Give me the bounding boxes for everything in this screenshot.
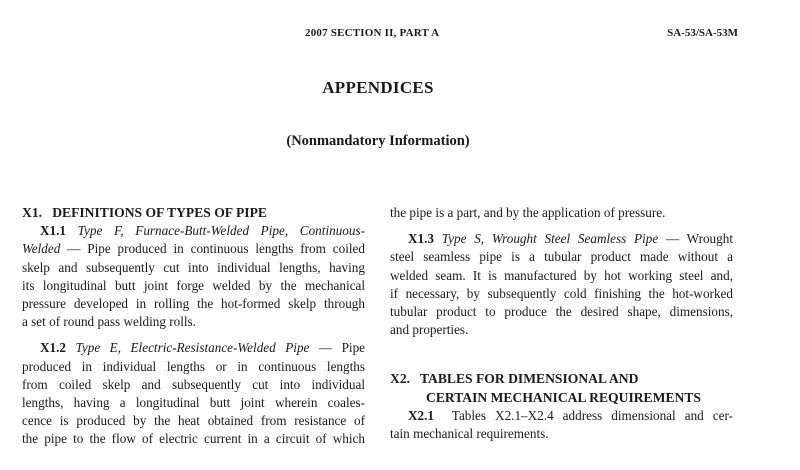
paragraph-line: X1.3 Type S, Wrought Steel Seamless Pipe — Wrought: [408, 231, 733, 247]
paragraph-number: X1.1: [40, 223, 67, 239]
section-x1-heading: X1. DEFINITIONS OF TYPES OF PIPE: [22, 205, 267, 220]
paragraph-line: Welded — Pipe produced in continuous lengths from coiled: [22, 241, 365, 257]
paragraph-line: tubular product to produce the desired shape, dimensions,: [390, 304, 733, 320]
paragraph-line: lengths, having a longitudinal butt joint wherein coales-: [22, 395, 365, 411]
paragraph-x1-3: [390, 230, 733, 339]
paragraph-line: X2.1 Tables X2.1–X2.4 address dimensional and cer-: [408, 407, 733, 423]
paragraph-line: [22, 222, 365, 240]
paragraph-x2-1: [390, 407, 733, 443]
term-title-continued: Welded: [22, 241, 61, 257]
continued-paragraph-line: the pipe is a part, and by the application of pressure.: [390, 205, 666, 220]
paragraph-x1-1: [22, 222, 365, 331]
running-header-section: 2007 SECTION II, PART A: [305, 27, 440, 39]
term-title: Type S, Wrought Steel Seamless Pipe: [441, 231, 659, 247]
paragraph-line: the pipe to the flow of electric current in a circuit of which: [22, 431, 365, 447]
paragraph-number: X1.3: [408, 231, 435, 247]
section-x2-heading-continued: CERTAIN MECHANICAL REQUIREMENTS: [426, 389, 701, 405]
left-column: [22, 204, 365, 449]
paragraph-line: steel seamless pipe is a tubular product made without a: [390, 249, 733, 265]
paragraph-line: its longitudinal butt joint forge welded by the mechanical: [22, 277, 365, 293]
page-subtitle: (Nonmandatory Information): [286, 133, 470, 149]
paragraph-line: a set of round pass welding rolls.: [22, 314, 196, 330]
paragraph-line: cence is produced by the heat obtained from resistance of: [22, 413, 365, 429]
term-title: Type E, Electric-Resistance-Welded Pipe: [75, 340, 310, 356]
paragraph-line: produced in individual lengths or in continuous lengths: [22, 358, 365, 374]
paragraph-x1-2: [22, 339, 365, 448]
paragraph-number: X1.2: [40, 340, 67, 356]
paragraph-line: if necessary, by subsequently cold finishing the hot-worked: [390, 285, 733, 301]
paragraph-line: tain mechanical requirements.: [390, 426, 549, 442]
paragraph-line: and properties.: [390, 322, 469, 338]
paragraph-line: from coiled skelp and subsequently cut into individual: [22, 376, 365, 392]
page-title: APPENDICES: [322, 78, 434, 97]
right-column: [390, 204, 733, 443]
paragraph-line: X1.2 Type E, Electric-Resistance-Welded Pipe — Pipe: [40, 340, 366, 356]
paragraph-line: pressure developed in rolling the hot-formed skelp through: [22, 296, 365, 312]
paragraph-line: welded seam. It is manufactured by hot working steel and,: [390, 267, 733, 283]
section-x2-heading: X2. TABLES FOR DIMENSIONAL AND: [390, 371, 639, 387]
running-header-spec: SA-53/SA-53M: [667, 27, 738, 39]
paragraph-number: X2.1: [408, 407, 435, 423]
paragraph-line: skelp and subsequently cut into individual lengths, having: [22, 259, 365, 275]
term-title: Type F, Furnace-Butt-Welded Pipe, Continuous-: [77, 223, 366, 239]
